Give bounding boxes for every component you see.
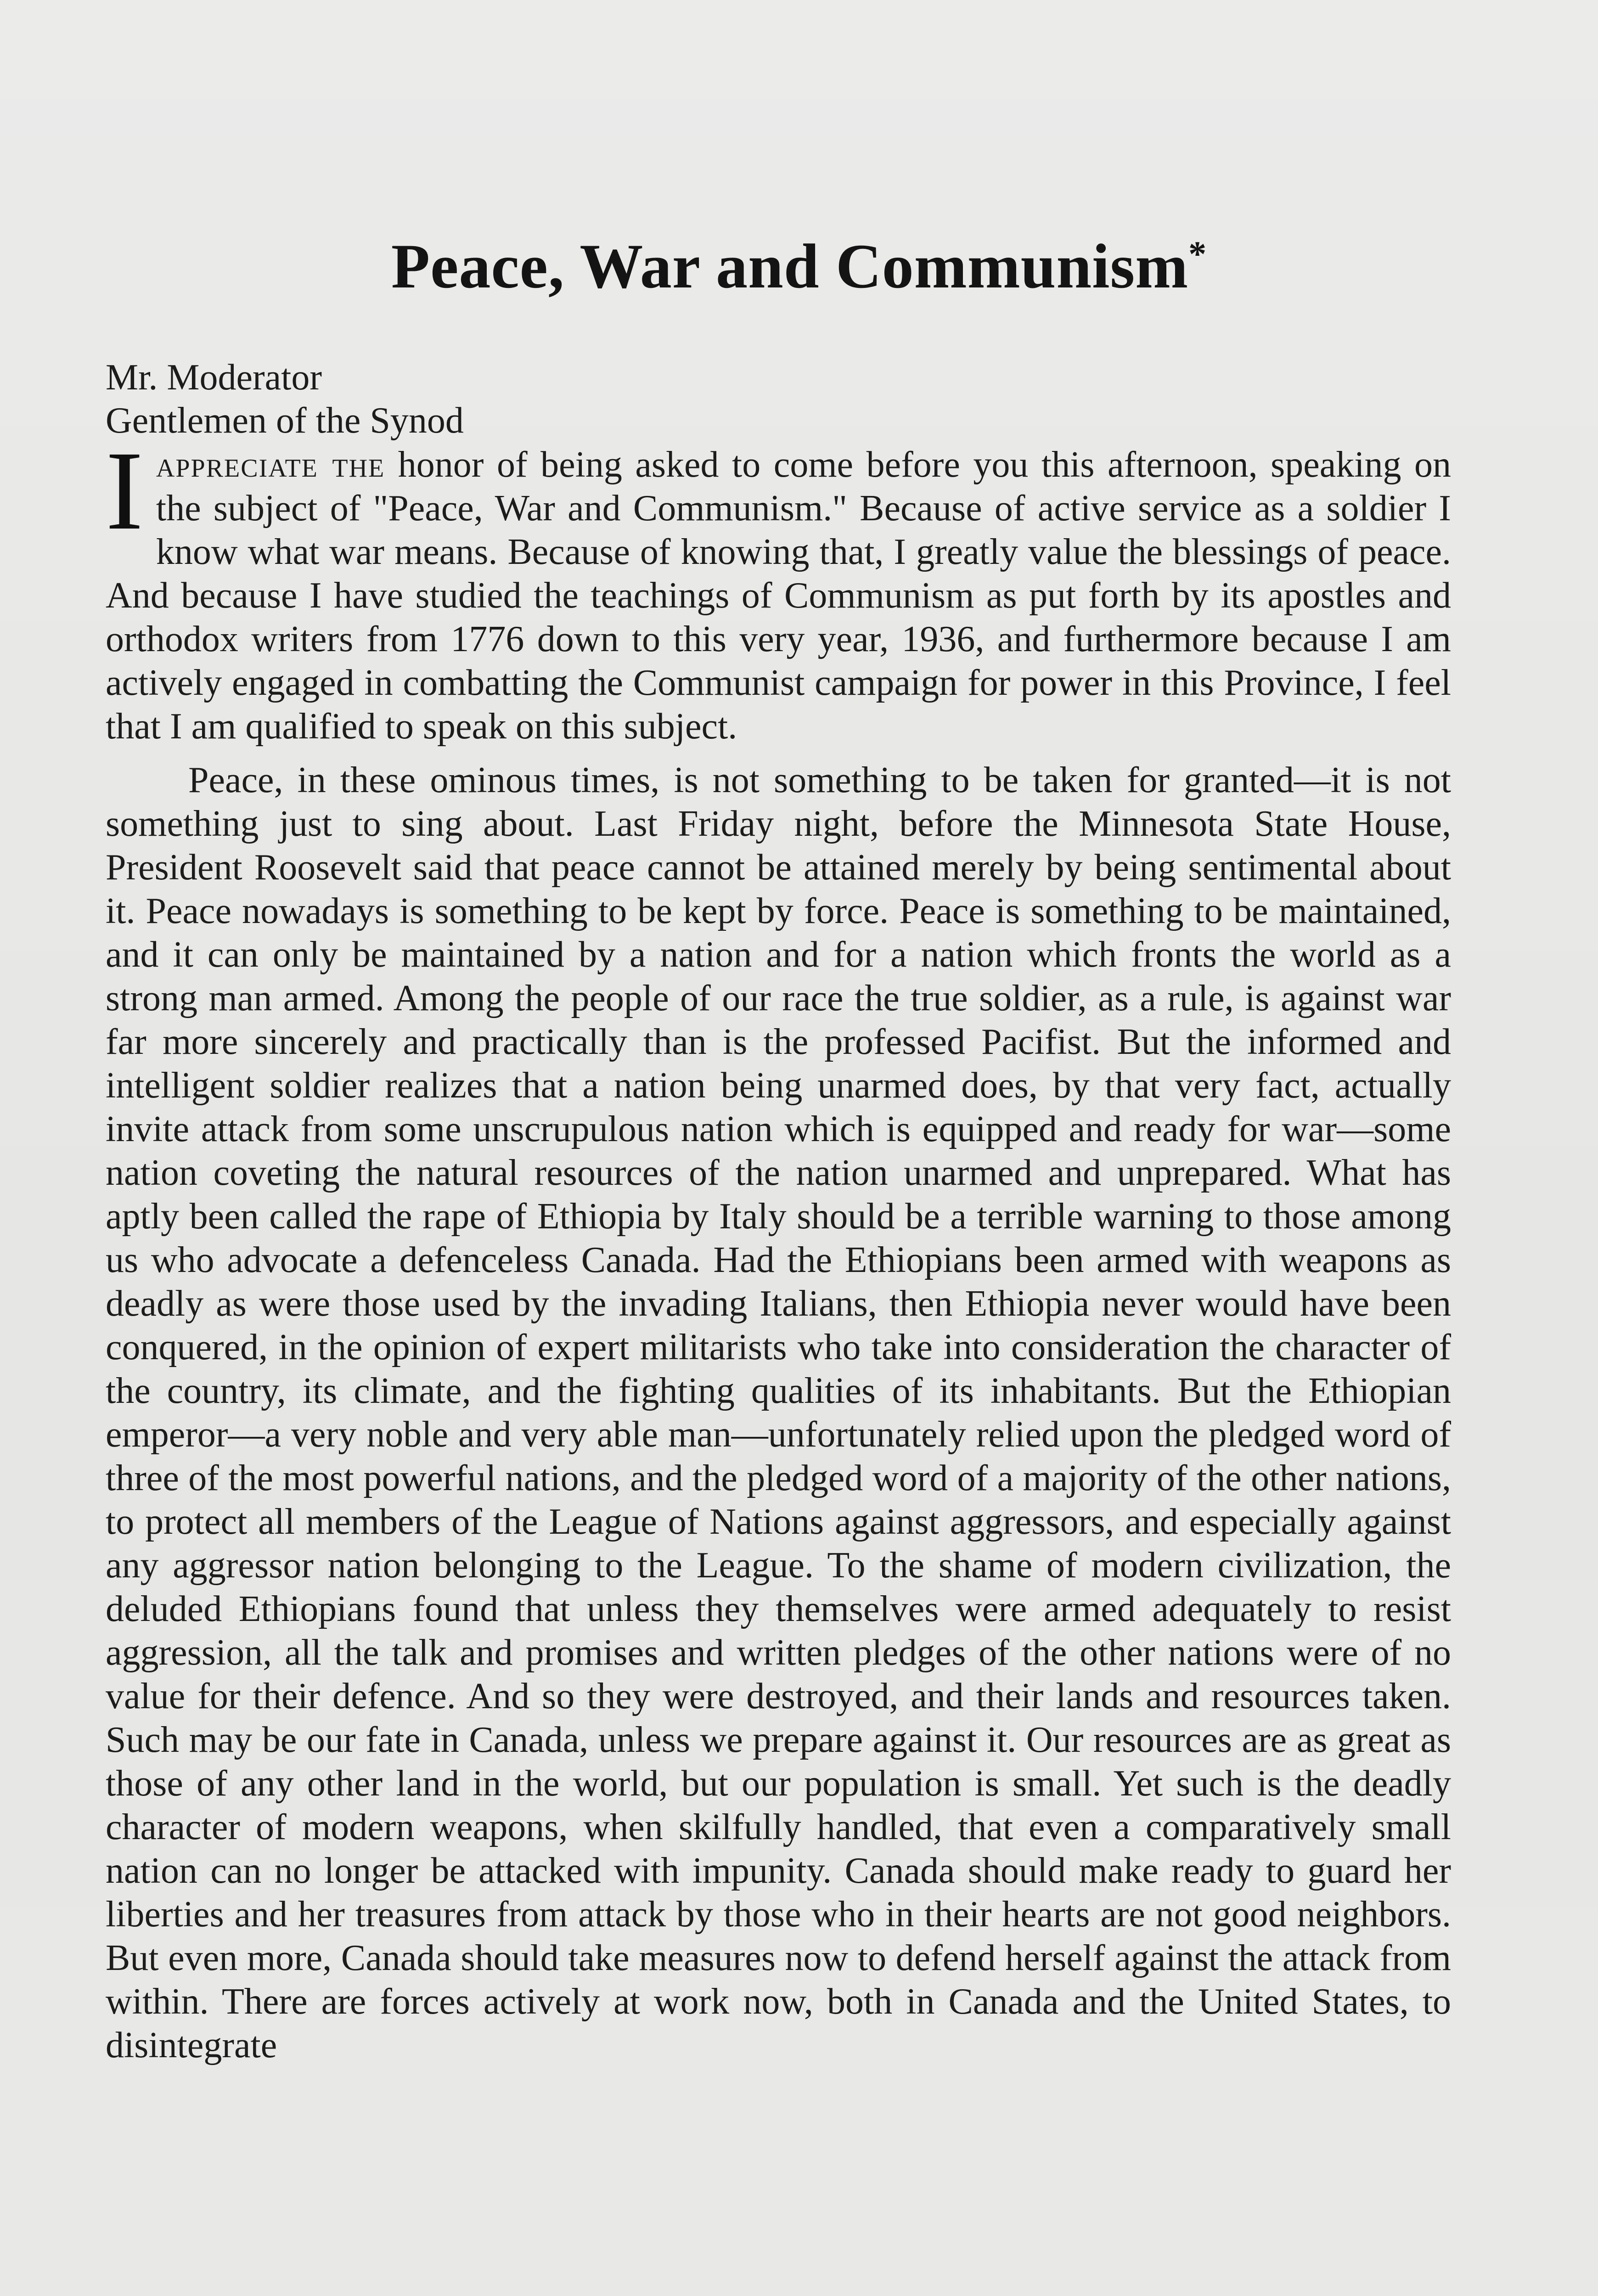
salutation-line: Mr. Moderator: [106, 357, 322, 398]
drop-cap: I: [106, 428, 143, 553]
article-body: [106, 428, 1451, 2067]
paragraph: [106, 428, 1451, 748]
paragraph: Peace, in these ominous times, is not something to be taken for granted—it is not something just to sing about. Last Friday night, before the Minnesota State House, President Roosevelt said that peace cannot be attained merely by being sentimental about it. Peace nowadays is something to be kept by force. Peace is something to be maintained, and it can only be maintained by a nation and for a nation which fronts the world as a strong man armed. Among the people of our race the true soldier, as a rule, is against war far more sincerely and practically than is the professed Pacifist. But the informed and intelligent soldier realizes that a nation being unarmed does, by that very fact, actually invite attack from some unscrupulous nation which is equipped and ready for war—some nation coveting the natural resources of the nation unarmed and unprepared. What has aptly been called the rape of Ethiopia by Italy should be a terrible warning to those among us who advocate a defenceless Canada. Had the Ethiopians been armed with weapons as deadly as were those used by the invading Italians, then Ethiopia never would have been conquered, in the opinion of expert militarists who take into consideration the character of the country, its climate, and the fighting qualities of its inhabitants. But the Ethiopian emperor—a very noble and very able man—unfortunately relied upon the pledged word of three of the most powerful nations, and the pledged word of a majority of the other nations, to protect all members of the League of Nations against aggressors, and especially against any aggressor nation belonging to the League. To the shame of modern civilization, the deluded Ethiopians found that unless they themselves were armed adequately to resist aggression, all the talk and promises and written pledges of the other nations were of no value for their defence. And so they were destroyed, and their lands and resources taken. Such may be our fate in Canada, unless we prepare against it. Our resources are as great as those of any other land in the world, but our population is small. Yet such is the deadly character of modern weapons, when skilfully handled, that even a comparatively small nation can no longer be attacked with impunity. Canada should make ready to guard her liberties and her treasures from attack by those who in their hearts are not good neighbors. But even more, Canada should take measures now to defend herself against the attack from within. There are forces actively at work now, both in Canada and the United States, to disintegrate: [106, 760, 1451, 2065]
article-title-text: Peace, War and Communism: [391, 231, 1189, 301]
salutation-line: Gentlemen of the Synod: [106, 400, 464, 441]
title-footnote-mark: *: [1188, 234, 1207, 274]
paragraph-text: honor of being asked to come before you this afternoon, speaking on the subject of "Peace, War and Communism." Because of active service as a soldier I know what war means. Because of knowing that, I greatly value the blessings of peace. And because I have studied the teachings of Communism as put forth by its apostles and orthodox writers from 1776 down to this very year, 1936, and furthermore because I am actively engaged in combatting the Communist campaign for power in this Province, I feel that I am qualified to speak on this subject.: [106, 445, 1451, 747]
article-title: [0, 230, 1598, 303]
salutation: [106, 356, 1456, 442]
opening-small-caps: appreciate the: [156, 445, 385, 485]
